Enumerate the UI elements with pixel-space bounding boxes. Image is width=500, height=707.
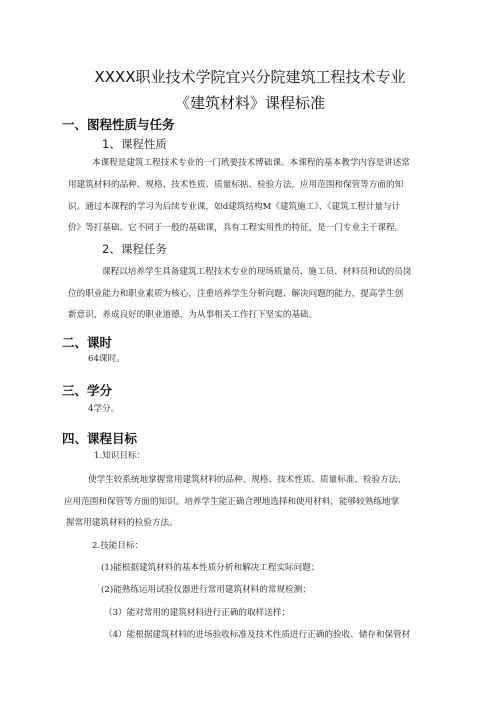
paragraph-line: 使学生较系统地掌握常用建筑材料的品种、规格、技术性质、质量标准、检验方法、 [88,475,406,485]
section-1-heading: 一、图程性质与任务 [62,117,175,132]
skill-goal-label: 2.技能目标： [92,541,144,551]
document-title-line-1: XXXX职业技术学院宜兴分院建筑工程技术专业 [94,68,406,86]
subsection-course-task-heading: 2、课程任务 [102,242,167,256]
section-3-heading: 三、学分 [62,383,113,398]
skill-goal-item: (1)能根据建筑材料的基本性质分析和解决工程实际问题； [101,563,320,573]
skill-goal-item: （3）能对常用的建筑材料进行正确的取样送样； [104,608,290,618]
paragraph-line: 课程以培养学生具备建筑工程技术专业的现场质量员、施工员、材料员和试的员岗 [102,267,412,277]
paragraph-line: 本课程是建筑工程技术专业的一门玳要技术博础课。本课程的基本教学内容是讲述常 [92,158,410,168]
document-title-line-2: 《建筑材料》课程标准 [174,94,325,112]
section-2-heading: 二、课时 [62,335,113,350]
credits-text: 4学分。 [88,404,120,414]
knowledge-goal-label: 1.知识目标： [94,451,146,461]
paragraph-line: 识。通过本课程的学习为后续专业课，如d建筑结构M《建筑施工》、《建筑工程计量与计 [68,202,401,212]
paragraph-line: 价》等打基础。它不同于一般的基础课，具有工程实用性的特征，是一门专业主干课程。 [68,223,404,233]
skill-goal-item: (2)能熟练运用试验仪器进行常用建筑材料的常规检测； [101,585,311,595]
section-4-heading: 四、课程目标 [62,431,138,446]
skill-goal-item: （4）能根据建筑材料的进场验收标准及技术性质进行正确的验收、储存和保管材 [104,630,411,640]
class-hours-text: 64课时。 [88,354,125,364]
paragraph-line: 新意识，养成良好的职业道德，为从事相关工作打下坚实的基础。 [68,310,318,320]
paragraph-line: 应用范围和保管等方面的知识。培养学生能正确合理地选择和使用材料，能够较熟练地掌 [64,497,400,507]
paragraph-line: 用建筑材料的品种、规格、技术性质、质量标掂、检验方法，应用范围和保管等方面的知 [68,180,404,190]
subsection-course-nature-heading: 1、课程性质 [102,137,167,151]
paragraph-line: 握常用建筑材料的检验方法。 [66,518,178,528]
paragraph-line: 位的职业能力和职业素质为核心，注重培养学生分析问题、解决问题的能力，提高学生创 [68,289,404,299]
